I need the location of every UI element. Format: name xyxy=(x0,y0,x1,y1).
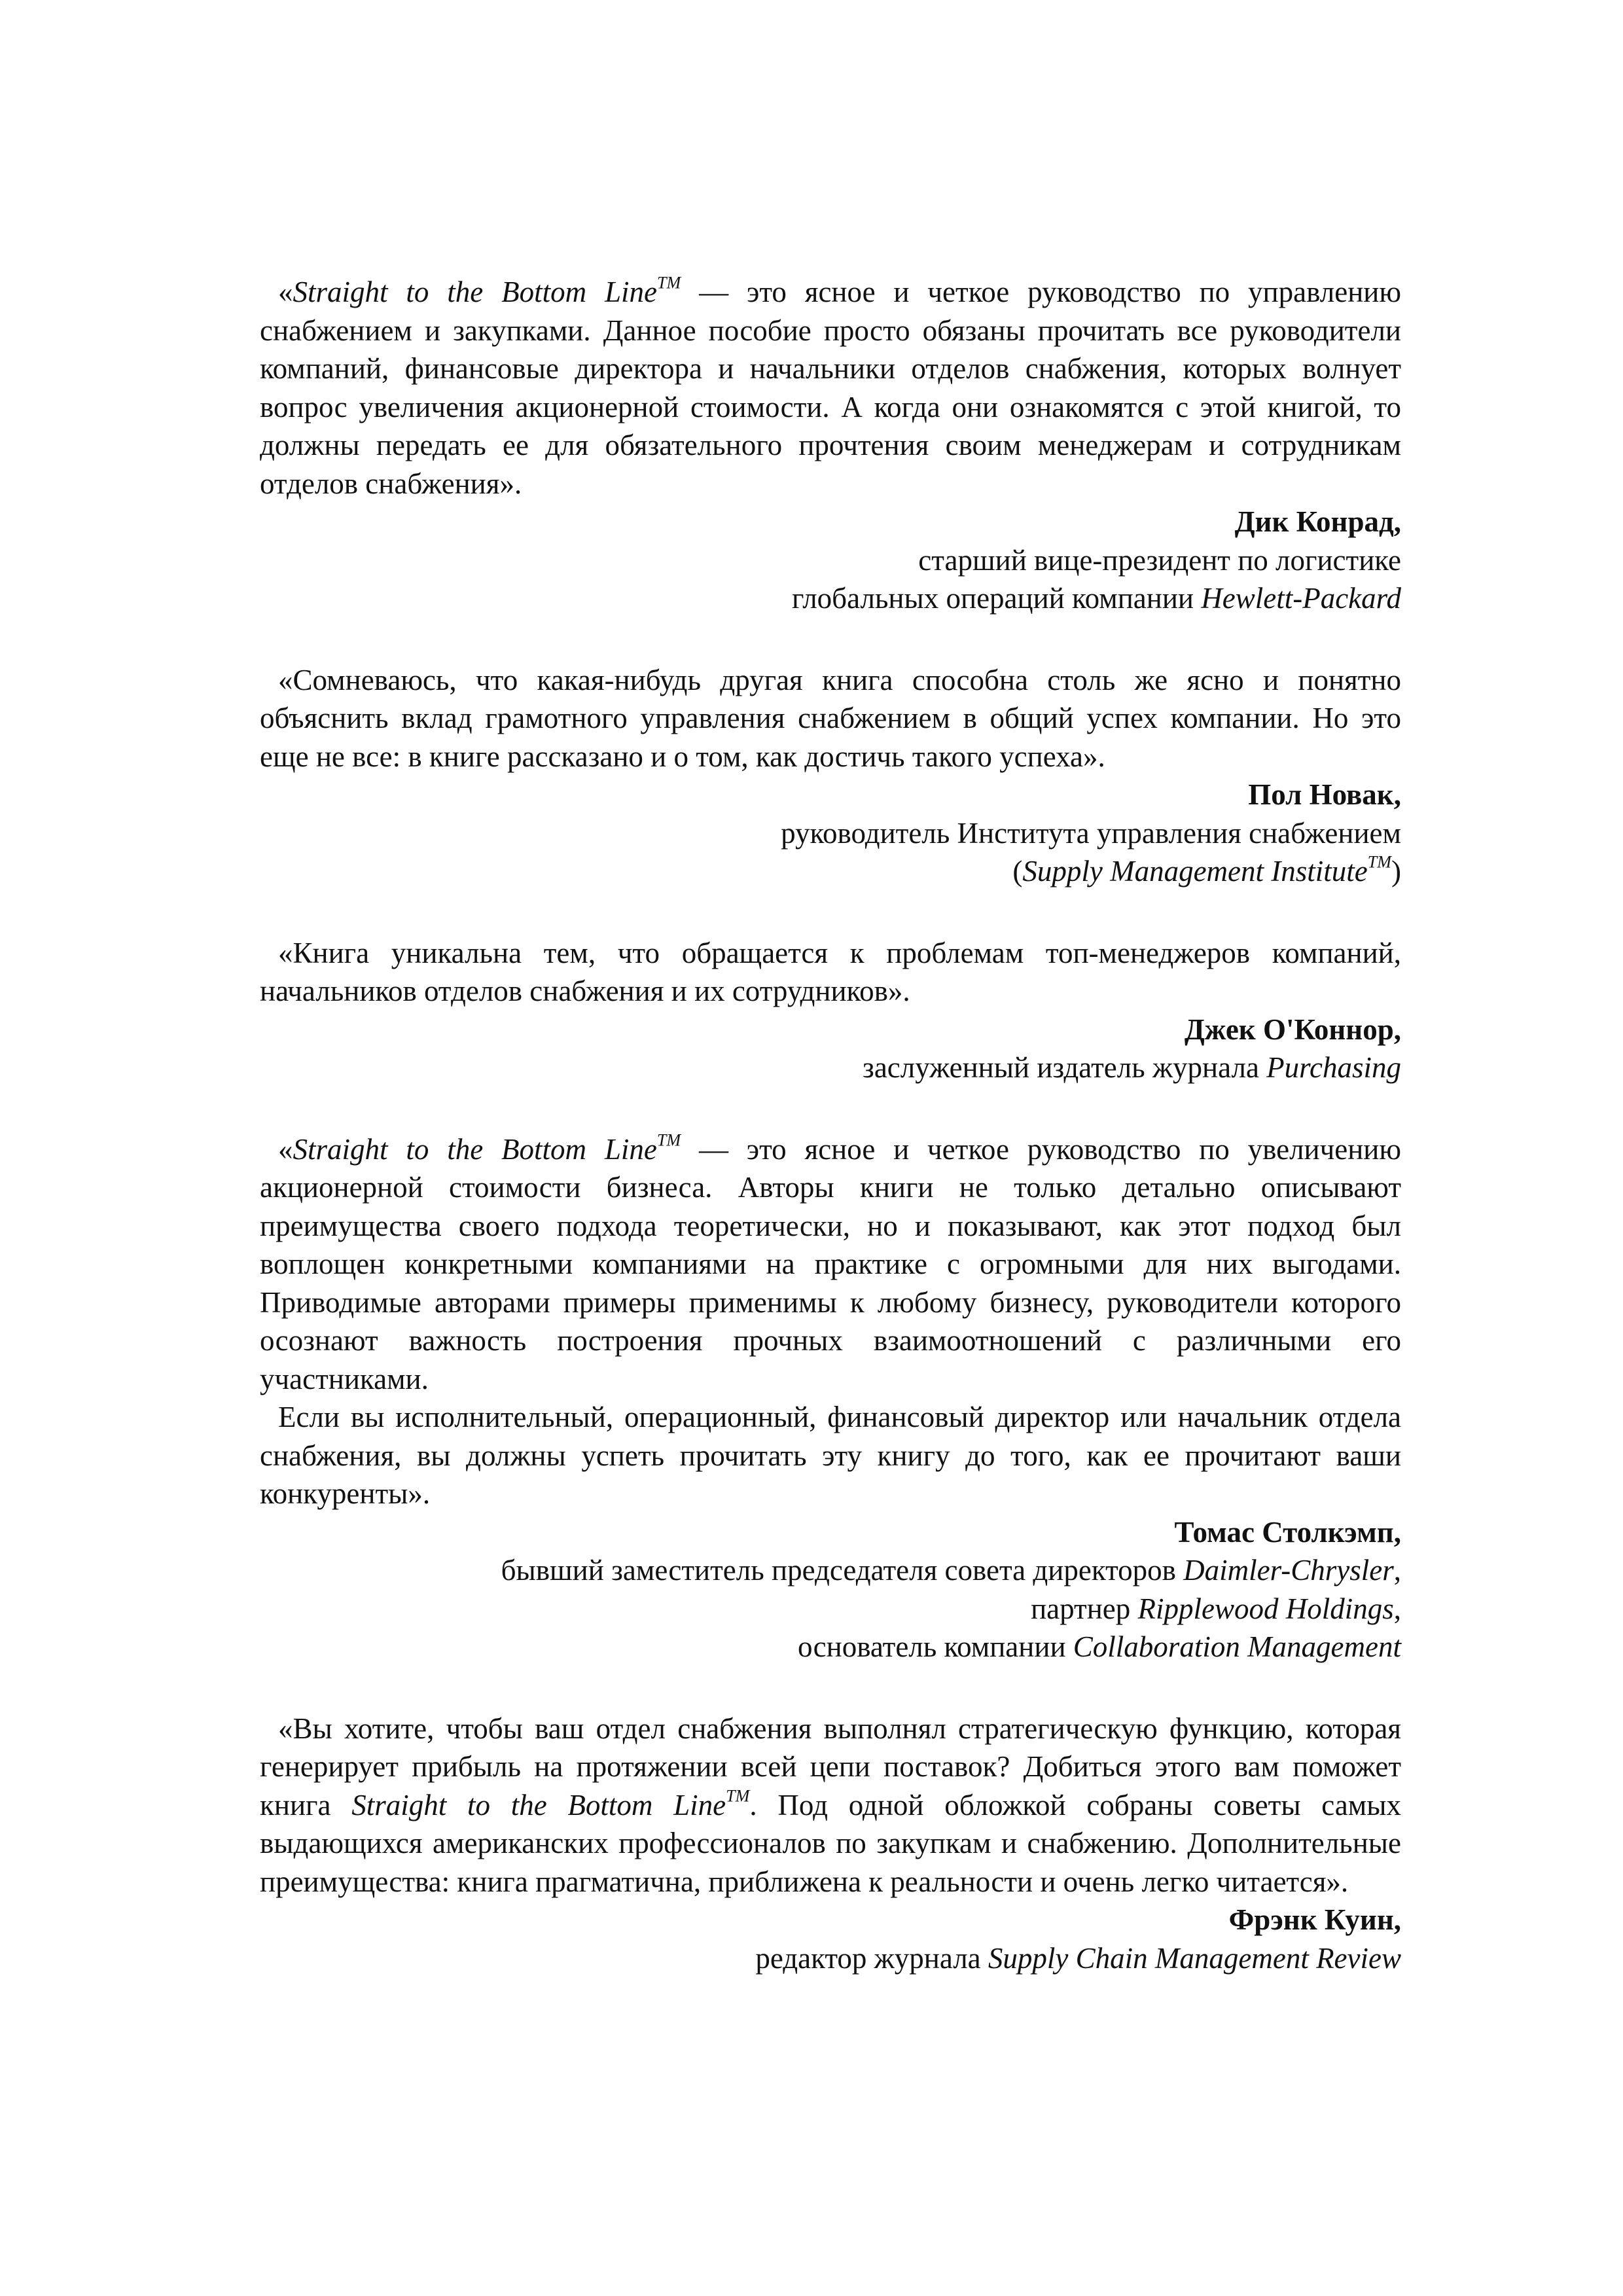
testimonial-role-line xyxy=(260,1939,1401,1978)
institute-name: Supply Management Institute xyxy=(1022,855,1368,888)
trademark-mark: TM xyxy=(726,1786,750,1806)
quote-text: — это ясное и четкое руководство по увеличению акционерной стоимости бизнеса. Авторы книги не только детально описывают преимущества своего подхода теоретически, но и показывают, как этот подход был воплощен конкретными компаниями на практике с огромными для них выгодами. Приводимые авторами примеры применимы к любому бизнесу, руководители которого осознают важность построения прочных взаимоотношений с различными его участниками. xyxy=(260,1132,1401,1395)
testimonial-role-line: старший вице-президент по логистике xyxy=(918,543,1401,577)
company-name: Ripplewood Holdings xyxy=(1137,1592,1394,1625)
testimonial-author: Джек О'Коннор, xyxy=(1184,1013,1401,1046)
company-name: Daimler-Chrysler xyxy=(1183,1554,1394,1587)
role-text: заслуженный издатель журнала xyxy=(863,1051,1267,1084)
journal-name: Supply Chain Management Review xyxy=(988,1941,1401,1975)
testimonial-role-line xyxy=(260,1590,1401,1628)
role-paren-close: ) xyxy=(1391,855,1401,888)
testimonial-role-line xyxy=(260,1049,1401,1087)
role-paren-open: ( xyxy=(1012,855,1023,888)
testimonial-quote: «Книга уникальна тем, что обращается к проблемам топ-менеджеров компаний, начальников отделов снабжения и их сотрудников». xyxy=(260,936,1401,1007)
journal-name: Purchasing xyxy=(1266,1051,1401,1084)
trademark-mark: TM xyxy=(1367,852,1391,872)
testimonial-role-line: руководитель Института управления снабжением xyxy=(781,816,1401,850)
testimonial-quote: «Сомневаюсь, что какая-нибудь другая книга способна столь же ясно и понятно объяснить вклад грамотного управления снабжением в общий успех компании. Но это еще не все: в книге рассказано и о том, как достичь такого успеха». xyxy=(260,663,1401,773)
quote-open: « xyxy=(278,1132,293,1166)
testimonial-quote-continued: Если вы исполнительный, операционный, финансовый директор или начальник отдела снабжения, вы должны успеть прочитать эту книгу до того, как ее прочитают ваши конкуренты». xyxy=(260,1401,1401,1510)
book-title: Straight to the Bottom Line xyxy=(293,1132,657,1166)
book-title: Straight to the Bottom Line xyxy=(293,276,657,308)
testimonial-quote xyxy=(260,273,1401,503)
role-text: основатель компании xyxy=(798,1630,1073,1663)
testimonial-quote xyxy=(260,1130,1401,1399)
trademark-mark: TM xyxy=(656,1130,681,1150)
testimonial-novak xyxy=(260,661,1401,891)
quote-open: « xyxy=(278,276,293,308)
role-text: глобальных операций компании xyxy=(792,582,1202,615)
role-text: бывший заместитель председателя совета директоров xyxy=(501,1554,1184,1587)
testimonial-role-line xyxy=(260,852,1401,891)
quote-text: . Под одной обложкой собраны советы самых выдающихся американских профессионалов по закупкам и снабжению. Дополнительные преимущества: книга прагматична, приближена к реальности и очень легко читается». xyxy=(260,1788,1401,1898)
company-name: Collaboration Management xyxy=(1073,1630,1401,1663)
testimonial-oconnor xyxy=(260,934,1401,1087)
book-title: Straight to the Bottom Line xyxy=(351,1788,726,1821)
testimonial-author: Фрэнк Куин, xyxy=(1228,1903,1401,1936)
testimonials-column xyxy=(260,273,1401,2020)
company-name: Hewlett-Packard xyxy=(1201,582,1401,615)
testimonial-quote xyxy=(260,1710,1401,1901)
testimonial-quinn xyxy=(260,1710,1401,1978)
testimonial-author: Дик Конрад, xyxy=(1234,505,1401,538)
trademark-mark: TM xyxy=(657,273,681,293)
testimonial-conrad xyxy=(260,273,1401,618)
testimonial-role-line xyxy=(260,1551,1401,1590)
testimonial-author: Томас Столкэмп, xyxy=(1174,1515,1401,1549)
testimonial-role-line xyxy=(260,1628,1401,1666)
role-tail: , xyxy=(1393,1554,1401,1587)
role-text: редактор журнала xyxy=(755,1941,988,1975)
testimonial-stallkamp xyxy=(260,1130,1401,1666)
testimonial-role-line xyxy=(260,579,1401,618)
quote-text: — это ясное и четкое руководство по управлению снабжением и закупками. Данное пособие просто обязаны прочитать все руководители компаний, финансовые директора и начальники отделов снабжения, которых волнует вопрос увеличения акционерной стоимости. А когда они ознакомятся с этой книгой, то должны передать ее для обязательного прочтения своим менеджерам и сотрудникам отделов снабжения». xyxy=(260,276,1401,500)
role-text: партнер xyxy=(1031,1592,1138,1625)
role-tail: , xyxy=(1393,1592,1401,1625)
quote-text: «Вы хотите, чтобы ваш отдел снабжения выполнял стратегическую функцию, которая генерирует прибыль на протяжении всей цепи поставок? Добиться этого вам поможет книга xyxy=(260,1712,1401,1821)
testimonial-author: Пол Новак, xyxy=(1248,778,1401,811)
